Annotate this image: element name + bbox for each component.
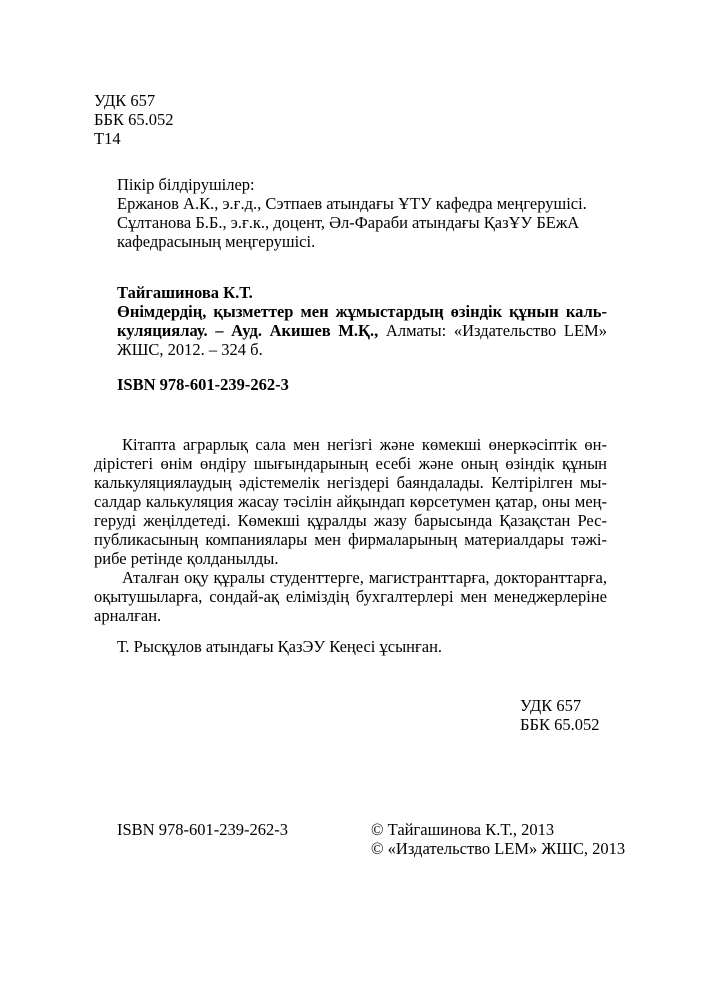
reviewer-line-2: Сұлтанова Б.Б., э.ғ.к., доцент, Әл-Фараби атындағы ҚазҰУ БЕжА: [117, 213, 580, 232]
abstract-p1-line: рибе ретінде қолданылды.: [94, 549, 279, 568]
book-title-line-2: [117, 321, 607, 340]
reviewers-heading: Пікір білдірушілер:: [117, 175, 255, 194]
book-author: Тайгашинова К.Т.: [117, 283, 253, 302]
footer-copyrights: [371, 820, 625, 858]
abstract-p2-line: арналған.: [94, 606, 162, 625]
abstract-p1-line: салдар калькуляция жасау тәсілін айқындап көрсетумен қатар, оны мең-: [94, 492, 607, 511]
book-title-line-1: Өнімдердің, қызметтер мен жұмыстардың өзіндік құнын каль-: [117, 302, 607, 321]
copyright-author: © Тайгашинова К.Т., 2013: [371, 820, 555, 839]
bibliographic-entry: [117, 283, 607, 359]
reviewer-line-3: кафедрасының меңгерушісі.: [117, 232, 316, 251]
isbn-main: ISBN 978-601-239-262-3: [117, 375, 289, 394]
book-title-line-3: ЖШС, 2012. – 324 б.: [117, 340, 263, 359]
author-mark: Т14: [94, 129, 121, 148]
bbk-code-right: ББК 65.052: [520, 715, 600, 734]
recommendation: Т. Рысқұлов атындағы ҚазЭУ Кеңесі ұсынған.: [117, 637, 443, 656]
udk-code-right: УДК 657: [520, 696, 582, 715]
bbk-code: ББК 65.052: [94, 110, 174, 129]
abstract-p1-line: публикасының компаниялары мен фирмаларының материалдары тәжі-: [94, 530, 607, 549]
right-classification: [520, 696, 599, 734]
book-title-line-2-rest: Алматы: «Издательство LEM»: [378, 321, 607, 340]
abstract-p1-line: Кітапта аграрлық сала мен негізгі және көмекші өнеркәсіптік өн-: [122, 435, 607, 454]
copyright-publisher: © «Издательство LEM» ЖШС, 2013: [371, 839, 626, 858]
abstract-p1-line: геруді жеңілдетеді. Көмекші құралды жазу барысында Қазақстан Рес-: [94, 511, 607, 530]
abstract: [94, 435, 607, 625]
abstract-p1-line: калькуляциялаудың әдістемелік негіздері баяндалады. Келтірілген мы-: [94, 473, 607, 492]
udk-code: УДК 657: [94, 91, 156, 110]
footer-isbn: ISBN 978-601-239-262-3: [117, 820, 288, 839]
top-classification: [94, 91, 173, 148]
book-title-line-2-bold: куляциялау. – Ауд. Акишев М.Қ.,: [117, 321, 379, 340]
reviewer-line-1: Ержанов А.К., э.ғ.д., Сэтпаев атындағы ҰТУ кафедра меңгерушісі.: [117, 194, 587, 213]
abstract-p2-line: Аталған оқу құралы студенттерге, магистранттарға, докторанттарға,: [122, 568, 607, 587]
abstract-p1-line: дірістегі өнім өндіру шығындарының есебі және оның өзіндік құнын: [94, 454, 607, 473]
reviewers-block: [117, 175, 587, 251]
abstract-p2-line: оқытушыларға, сондай-ақ еліміздің бухгалтерлері мен менеджерлеріне: [94, 587, 607, 606]
